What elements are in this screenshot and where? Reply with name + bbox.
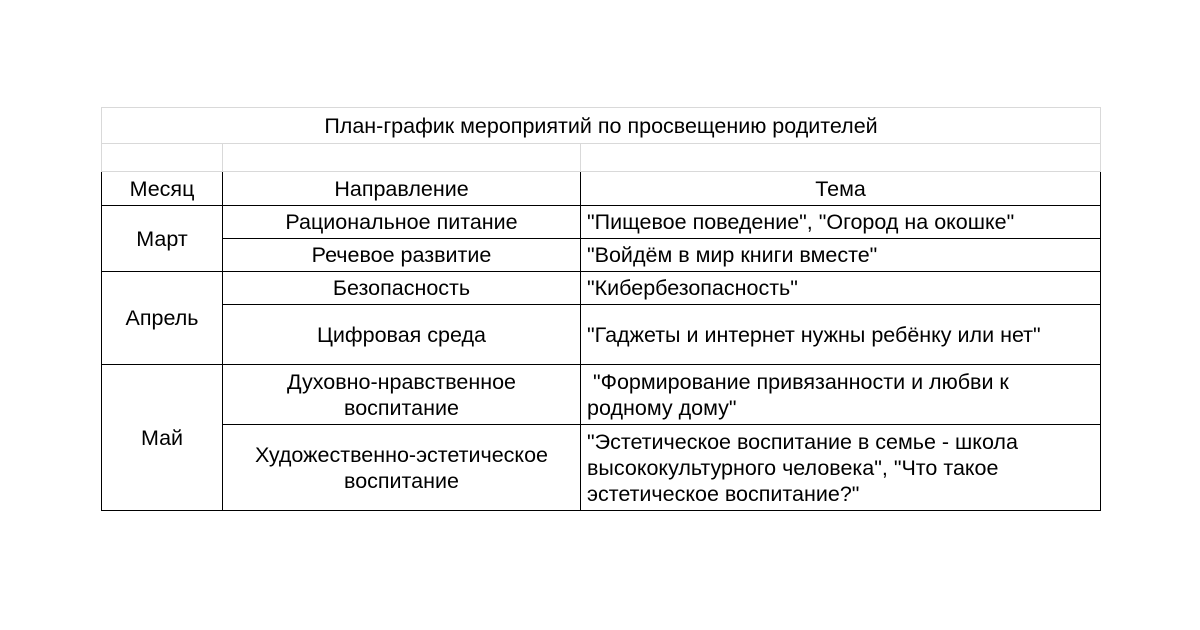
topic-cell: "Войдём в мир книги вместе" bbox=[581, 239, 1101, 272]
month-cell: Апрель bbox=[102, 272, 223, 365]
title-row bbox=[102, 108, 1101, 144]
direction-cell: Речевое развитие bbox=[223, 239, 581, 272]
empty-row bbox=[102, 144, 1101, 172]
empty-cell bbox=[581, 144, 1101, 172]
direction-cell: Цифровая среда bbox=[223, 305, 581, 365]
month-cell: Март bbox=[102, 206, 223, 272]
topic-cell: "Формирование привязанности и любви к родному дому" bbox=[581, 365, 1101, 425]
topic-cell: "Кибербезопасность" bbox=[581, 272, 1101, 305]
direction-cell: Художественно-эстетическое воспитание bbox=[223, 425, 581, 511]
empty-cell bbox=[102, 144, 223, 172]
direction-cell: Безопасность bbox=[223, 272, 581, 305]
table-row bbox=[102, 365, 1101, 425]
empty-cell bbox=[223, 144, 581, 172]
table-title: План-график мероприятий по просвещению родителей bbox=[102, 108, 1101, 144]
header-topic: Тема bbox=[581, 172, 1101, 206]
table-row bbox=[102, 305, 1101, 365]
header-direction: Направление bbox=[223, 172, 581, 206]
table-row bbox=[102, 239, 1101, 272]
topic-cell: "Пищевое поведение", "Огород на окошке" bbox=[581, 206, 1101, 239]
topic-cell: "Эстетическое воспитание в семье - школа высококультурного человека", "Что такое эстетическое воспитание?" bbox=[581, 425, 1101, 511]
table-row bbox=[102, 425, 1101, 511]
events-plan-table bbox=[101, 107, 1101, 511]
topic-cell: "Гаджеты и интернет нужны ребёнку или нет" bbox=[581, 305, 1101, 365]
table-row bbox=[102, 272, 1101, 305]
month-cell: Май bbox=[102, 365, 223, 511]
header-row bbox=[102, 172, 1101, 206]
table-row bbox=[102, 206, 1101, 239]
direction-cell: Рациональное питание bbox=[223, 206, 581, 239]
header-month: Месяц bbox=[102, 172, 223, 206]
direction-cell: Духовно-нравственное воспитание bbox=[223, 365, 581, 425]
